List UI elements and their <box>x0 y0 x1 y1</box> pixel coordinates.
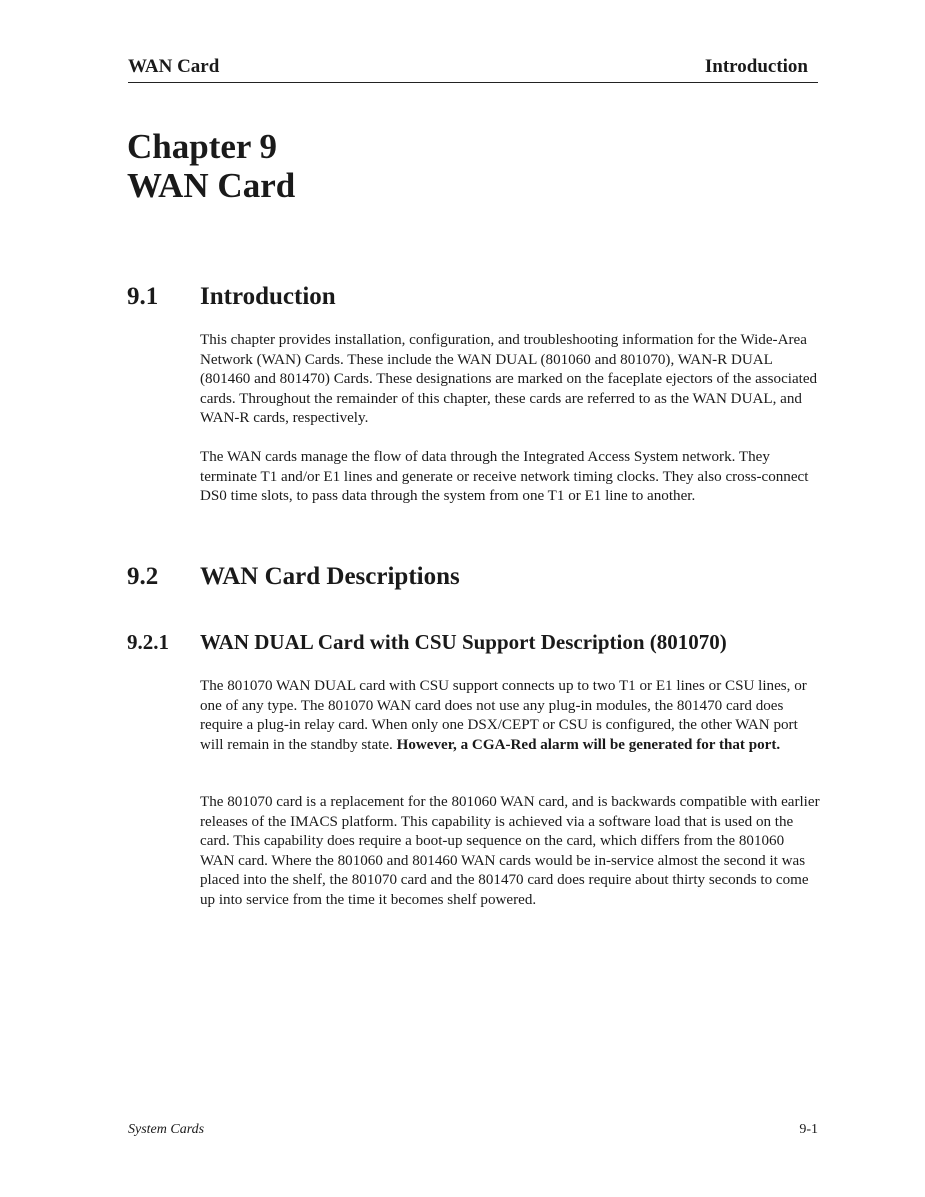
section-title: WAN Card Descriptions <box>200 563 460 590</box>
running-footer <box>128 1122 818 1142</box>
subsection-title: WAN DUAL Card with CSU Support Description (801070) <box>200 630 727 654</box>
paragraph-text: The 801070 WAN DUAL card with CSU support connects up to two T1 or E1 lines or CSU lines, or one of any type. The 801070 WAN card does not use any plug-in modules, the 801470 card does require a plug-in relay card. When only one DSX/CEPT or CSU is configured, the other WAN port will remain in the standby state. <box>200 678 807 753</box>
section-number: 9.1 <box>127 283 159 310</box>
header-right: Introduction <box>704 56 808 77</box>
subsection-number: 9.2.1 <box>127 630 169 654</box>
header-left: WAN Card <box>128 56 220 77</box>
section-number: 9.2 <box>127 563 159 590</box>
section-title: Introduction <box>200 283 336 310</box>
intro-paragraph-1: This chapter provides installation, configuration, and troubleshooting information for the Wide-Area Network (WAN) Cards. These include the WAN DUAL (801060 and 801070), WAN-R DUAL (801460 and 801470) Cards. These designations are marked on the faceplate ejectors of the associated cards. Throughout the remainder of this chapter, these cards are referred to as the WAN DUAL, and WAN-R cards, respectively. <box>200 332 818 427</box>
chapter-name: WAN Card <box>127 166 296 205</box>
chapter-number: Chapter 9 <box>127 127 278 166</box>
running-header <box>128 56 818 83</box>
page-number: 9-1 <box>799 1122 818 1137</box>
intro-paragraph-2: The WAN cards manage the flow of data through the Integrated Access System network. They terminate T1 and/or E1 lines and generate or receive network timing clocks. They also cross-connect DS0 time slots, to pass data through the system from one T1 or E1 line to another. <box>200 449 809 505</box>
alarm-warning-text: However, a CGA-Red alarm will be generated for that port. <box>396 736 781 753</box>
chapter-title <box>127 127 295 205</box>
footer-title: System Cards <box>128 1122 205 1137</box>
wan-dual-paragraph-2: The 801070 card is a replacement for the 801060 WAN card, and is backwards compatible with earlier releases of the IMACS platform. This capability is achieved via a software load that is used on the card. This capability does require a boot-up sequence on the card, which differs from the 801060 WAN card. Where the 801060 and 801460 WAN cards would be in-service almost the second it was placed into the shelf, the 801070 card and the 801470 card does require about thirty seconds to come up into service from the time it becomes shelf powered. <box>200 794 820 908</box>
wan-dual-paragraph-1 <box>200 677 820 755</box>
